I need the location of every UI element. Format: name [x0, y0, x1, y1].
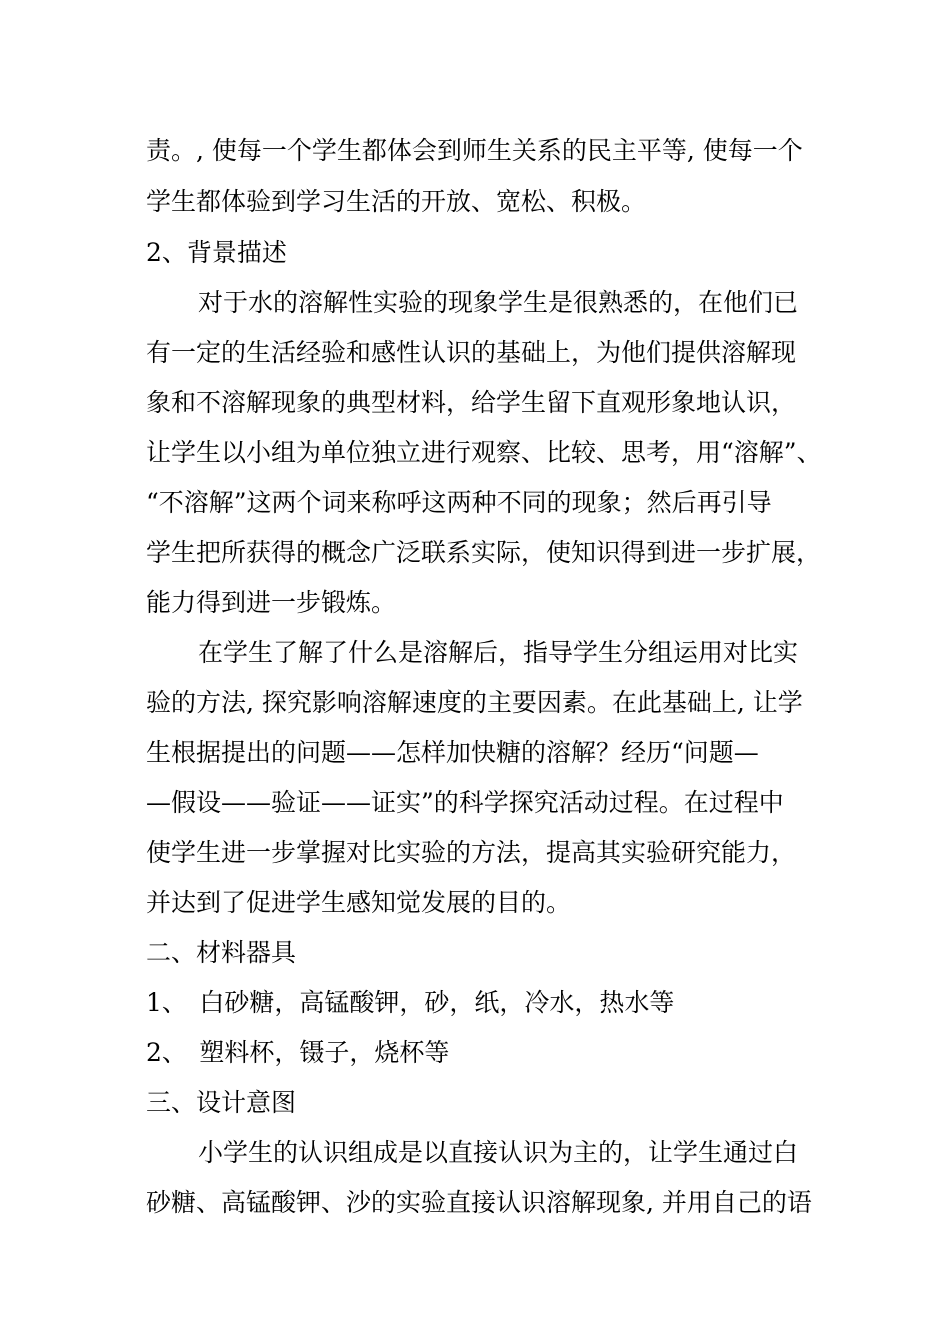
section-heading: 二、材料器具: [146, 938, 297, 967]
paragraph-line: 并达到了促进学生感知觉发展的目的。: [146, 888, 572, 917]
paragraph-line: 学生都体验到学习生活的开放、宽松、积极。: [146, 187, 647, 216]
list-item: 1、 白砂糖，高锰酸钾，砂，纸，冷水，热水等: [146, 988, 675, 1017]
paragraph-line: 能力得到进一步锻炼。: [146, 588, 397, 617]
section-heading: 三、设计意图: [146, 1088, 297, 1117]
paragraph-line: “不溶解”这两个词来称呼这两种不同的现象；然后再引导: [146, 488, 772, 517]
paragraph-line: 生根据提出的问题——怎样加快糖的溶解？经历“问题—: [146, 738, 759, 767]
section-heading: 2、背景描述: [146, 238, 287, 267]
paragraph-line: —假设——验证——证实”的科学探究活动过程。在过程中: [146, 788, 784, 817]
paragraph-line: 责。, 使每一个学生都体会到师生关系的民主平等, 使每一个: [146, 136, 803, 165]
paragraph-line: 让学生以小组为单位独立进行观察、比较、思考，用“溶解”、: [146, 438, 822, 467]
paragraph-line: 在学生了解了什么是溶解后，指导学生分组运用对比实: [198, 638, 799, 667]
paragraph-line: 有一定的生活经验和感性认识的基础上，为他们提供溶解现: [146, 338, 797, 367]
paragraph-line: 验的方法, 探究影响溶解速度的主要因素。在此基础上, 让学: [146, 688, 803, 717]
paragraph-line: 砂糖、高锰酸钾、沙的实验直接认识溶解现象, 并用自己的语: [146, 1188, 812, 1217]
list-item: 2、 塑料杯，镊子，烧杯等: [146, 1038, 450, 1067]
paragraph-line: 小学生的认识组成是以直接认识为主的，让学生通过白: [198, 1138, 799, 1167]
paragraph-line: 象和不溶解现象的典型材料，给学生留下直观形象地认识，: [146, 388, 797, 417]
paragraph-line: 使学生进一步掌握对比实验的方法，提高其实验研究能力，: [146, 838, 797, 867]
paragraph-line: 学生把所获得的概念广泛联系实际，使知识得到进一步扩展，: [146, 538, 822, 567]
paragraph-line: 对于水的溶解性实验的现象学生是很熟悉的，在他们已: [198, 288, 799, 317]
